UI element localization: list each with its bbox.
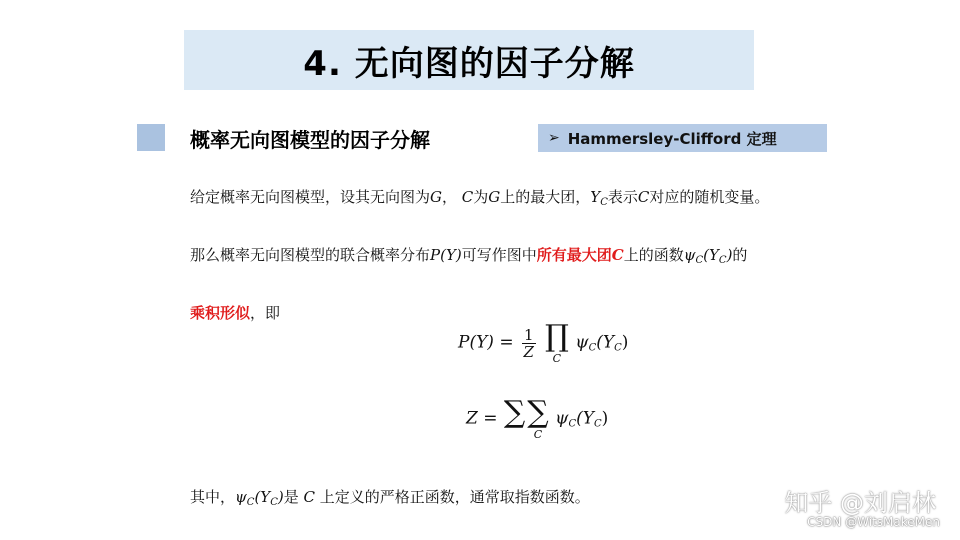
slide-title-banner: [184, 30, 754, 90]
p2-highlight: 所有最大团: [536, 246, 612, 264]
p4-var-c: C: [303, 488, 315, 506]
p4-psi-sub: C: [246, 497, 255, 508]
paragraph-1: [190, 186, 769, 208]
p4-text-b: 是: [283, 488, 299, 506]
eq1-frac-den: Z: [523, 342, 534, 361]
p4-arg: (Y: [254, 488, 271, 506]
p2-var-py: P(Y): [430, 246, 462, 264]
zhihu-watermark: 知乎 @刘启林: [784, 489, 936, 517]
eq2-psi-sub: C: [568, 418, 577, 430]
eq1-product: [544, 319, 569, 365]
p1-text-b: ，: [442, 188, 458, 206]
p1-var-g2: G: [488, 188, 501, 206]
p1-var-y: Y: [590, 188, 601, 206]
eq2-sum-symbol-1: ∑: [503, 395, 526, 430]
p2-psi-sub: C: [695, 255, 704, 266]
p4-arg-sub: C: [270, 497, 278, 508]
eq1-psi-sub: C: [588, 342, 597, 354]
p4-psi: ψ: [235, 488, 247, 506]
p2-text-d: 的: [732, 246, 748, 264]
p2-arg-close: ): [726, 246, 733, 264]
eq2-sum-sub: C: [533, 428, 543, 441]
p1-text-e: 表示: [607, 188, 638, 206]
theorem-label-box: [538, 124, 827, 152]
equation-joint-probability: [458, 319, 629, 365]
p1-text-d: 上的最大团，: [500, 188, 591, 206]
eq1-arg-close: ): [621, 332, 629, 353]
eq2-sum-outer: [503, 395, 526, 440]
arrow-bullet-icon: ➢: [548, 130, 560, 146]
eq1-frac-num: 1: [523, 325, 534, 344]
p3-text-a: ，即: [250, 304, 281, 322]
p4-text-a: 其中，: [190, 488, 236, 506]
paragraph-3: [190, 302, 280, 323]
p2-arg-sub: C: [718, 255, 727, 266]
eq1-lhs: P(Y) =: [458, 332, 514, 353]
eq1-fraction: [522, 327, 536, 360]
slide-title: 4. 无向图的因子分解: [303, 43, 635, 84]
p1-var-c: C: [461, 188, 474, 206]
eq1-arg-sub: C: [614, 342, 622, 354]
eq1-product-sub: C: [552, 352, 562, 365]
p2-text-a: 那么概率无向图模型的联合概率分布: [190, 246, 431, 264]
csdn-watermark: CSDN @WitsMakeMen: [807, 515, 940, 529]
eq2-arg: (Y: [576, 408, 594, 429]
p1-text-c: 为: [473, 188, 489, 206]
p2-highlight-c: C: [611, 246, 624, 264]
eq2-sum-symbol-2: ∑: [527, 395, 549, 430]
p1-var-c2: C: [637, 188, 650, 206]
p2-text-c: 上的函数: [623, 246, 684, 264]
eq2-lhs: Z =: [466, 408, 498, 429]
eq1-psi: ψ: [575, 332, 589, 353]
eq2-psi: ψ: [555, 408, 569, 429]
p2-text-b: 可写作图中: [461, 246, 537, 264]
eq1-arg: (Y: [596, 332, 615, 353]
eq2-arg-sub: C: [593, 418, 602, 430]
p1-text-a: 给定概率无向图模型，设其无向图为: [190, 188, 431, 206]
p3-highlight: 乘积形似: [190, 304, 251, 322]
p1-var-g: G: [430, 188, 442, 206]
p1-var-y-sub: C: [600, 197, 608, 208]
theorem-label: Hammersley-Clifford 定理: [567, 129, 777, 148]
p2-arg: (Y: [703, 246, 719, 264]
section-marker: [137, 124, 165, 151]
p4-arg-close: ): [277, 488, 284, 506]
eq2-arg-close: ): [601, 408, 609, 429]
paragraph-2: [190, 244, 747, 266]
p4-text-c: 上定义的严格正函数，通常取指数函数。: [319, 488, 590, 506]
p1-text-f: 对应的随机变量。: [649, 188, 770, 206]
eq1-product-symbol: ∏: [544, 319, 569, 354]
p2-psi: ψ: [683, 246, 696, 264]
eq2-sum-inner: [527, 395, 549, 441]
equation-partition-function: [466, 395, 609, 441]
paragraph-4: [190, 486, 590, 508]
section-title: 概率无向图模型的因子分解: [190, 128, 430, 152]
